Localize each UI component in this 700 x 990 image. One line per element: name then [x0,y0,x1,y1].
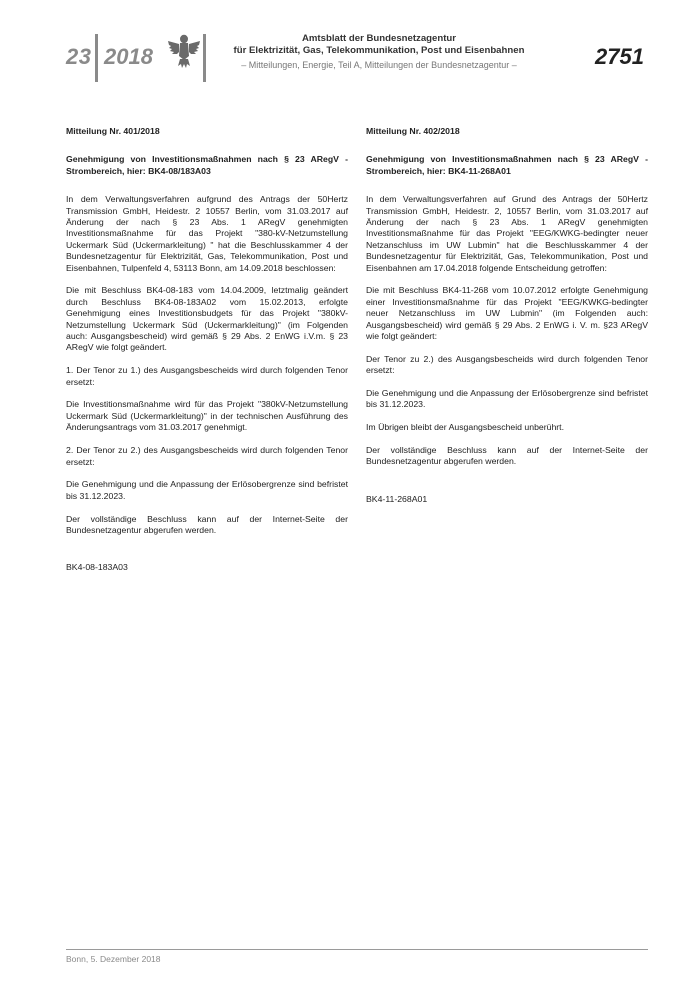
article-paragraph: Der Tenor zu 2.) des Ausgangsbescheids wird durch folgenden Tenor ersetzt: [366,353,648,376]
footer-date: Bonn, 5. Dezember 2018 [66,954,161,964]
article-number: Mitteilung Nr. 401/2018 [66,126,160,136]
article-paragraph: Die mit Beschluss BK4-11-268 vom 10.07.2012 erfolgte Genehmigung einer Investitionsmaßnahme für das Projekt "EEG/KWKG-bedingter neuer Netzanschluss im UW Lubmin" (im Folgenden auch: Ausgangsbescheid) wird gemäß § 29 Abs. 2 EnWG i. V. m. §23 ARegV wie folgt geändert: [366,285,648,342]
article-paragraph: In dem Verwaltungsverfahren aufgrund des Antrags der 50Hertz Transmission GmbH, Heidestr. 2 10557 Berlin, vom 31.03.2017 auf Änderung der nach § 23 Abs. 1 ARegV genehmigten Investitionsmaßnahme für das Projekt "380-kV-Netzumstellung Uckermark Süd (Uckermarkleitung) " hat die Beschlusskammer 4 der Bundesnetzagentur für Elektrizität, Gas, Telekommunikation, Post und Eisenbahnen, Tulpenfeld 4, 53113 Bonn, am 14.09.2018 beschlossen: [66,194,348,273]
article-reference: BK4-11-268A01 [366,493,428,504]
federal-eagle-icon [167,32,201,70]
article-paragraph: 1. Der Tenor zu 1.) des Ausgangsbescheids wird durch folgenden Tenor ersetzt: [66,365,348,387]
article-paragraph: Im Übrigen bleibt der Ausgangsbescheid unberührt. [366,422,565,433]
article-paragraph: Der vollständige Beschluss kann auf der Internet-Seite der Bundesnetzagentur abgerufen werden. [66,513,348,535]
publication-subtitle: – Mitteilungen, Energie, Teil A, Mitteilungen der Bundesnetzagentur – [241,60,517,70]
article-paragraph: Die mit Beschluss BK4-08-183 vom 14.04.2009, letztmalig geändert durch Beschluss BK4-08-183A02 vom 15.02.2013, erfolgte Genehmigung eines Investitionsbudgets für das Projekt "380kV-Netzumstellung Uckermark Süd (Uckermarkleitung)" (im Folgenden auch: Ausgangsbescheid) wird gemäß § 29 Abs. 2 EnWG i.V.m. § 23 ARegV wie folgt geändert. [66,285,348,353]
publication-title-line1: Amtsblatt der Bundesnetzagentur [301,33,457,44]
article-title: Genehmigung von Investitionsmaßnahmen nach § 23 ARegV - Strombereich, hier: BK4-11-268A01 [366,154,648,176]
header-divider [203,34,206,82]
publication-title-line2: für Elektrizität, Gas, Telekommunikation, Post und Eisenbahnen [233,45,525,56]
article-paragraph: Die Investitionsmaßnahme wird für das Projekt "380kV-Netzumstellung Uckermark Süd (Uckermarkleitung)" in der technischen Ausführung des Änderungsantrags vom 31.03.2017 genehmigt. [66,399,348,433]
article-number: Mitteilung Nr. 402/2018 [366,126,460,136]
article-paragraph: In dem Verwaltungsverfahren auf Grund des Antrags der 50Hertz Transmission GmbH, Heidestr. 2, 10557 Berlin, vom 31.03.2017 auf Änderung der nach § 23 Abs. 1 ARegV genehmigten Investitionsmaßnahme für das Projekt "EEG/KWKG-bedingter neuer Netzanschluss im UW Lubmin" hat die Beschlusskammer 4 der Bundesnetzagentur für Elektrizität, Gas, Telekommunikation, Post und Eisenbahnen am 17.04.2018 folgende Entscheidung getroffen: [366,194,648,273]
article-reference: BK4-08-183A03 [66,562,128,573]
footer-divider [66,949,648,950]
page-header [0,0,700,100]
issue-number: 23 [66,44,92,69]
article-paragraph: Die Genehmigung und die Anpassung der Erlösobergrenze sind befristet bis 31.12.2023. [366,388,648,410]
article-paragraph: Der vollständige Beschluss kann auf der Internet-Seite der Bundesnetzagentur abgerufen werden. [366,445,648,467]
publication-title [214,33,544,57]
article-paragraph: Die Genehmigung und die Anpassung der Erlösobergrenze sind befristet bis 31.12.2023. [66,479,348,501]
issue-year: 2018 [104,44,153,69]
article-title: Genehmigung von Investitionsmaßnahmen nach § 23 ARegV - Strombereich, hier: BK4-08/183A03 [66,154,348,176]
header-divider [95,34,98,82]
article-401 [66,126,348,585]
article-402 [366,126,648,517]
article-paragraph: 2. Der Tenor zu 2.) des Ausgangsbescheids wird durch folgenden Tenor ersetzt: [66,445,348,467]
page-number: 2751 [595,44,644,69]
